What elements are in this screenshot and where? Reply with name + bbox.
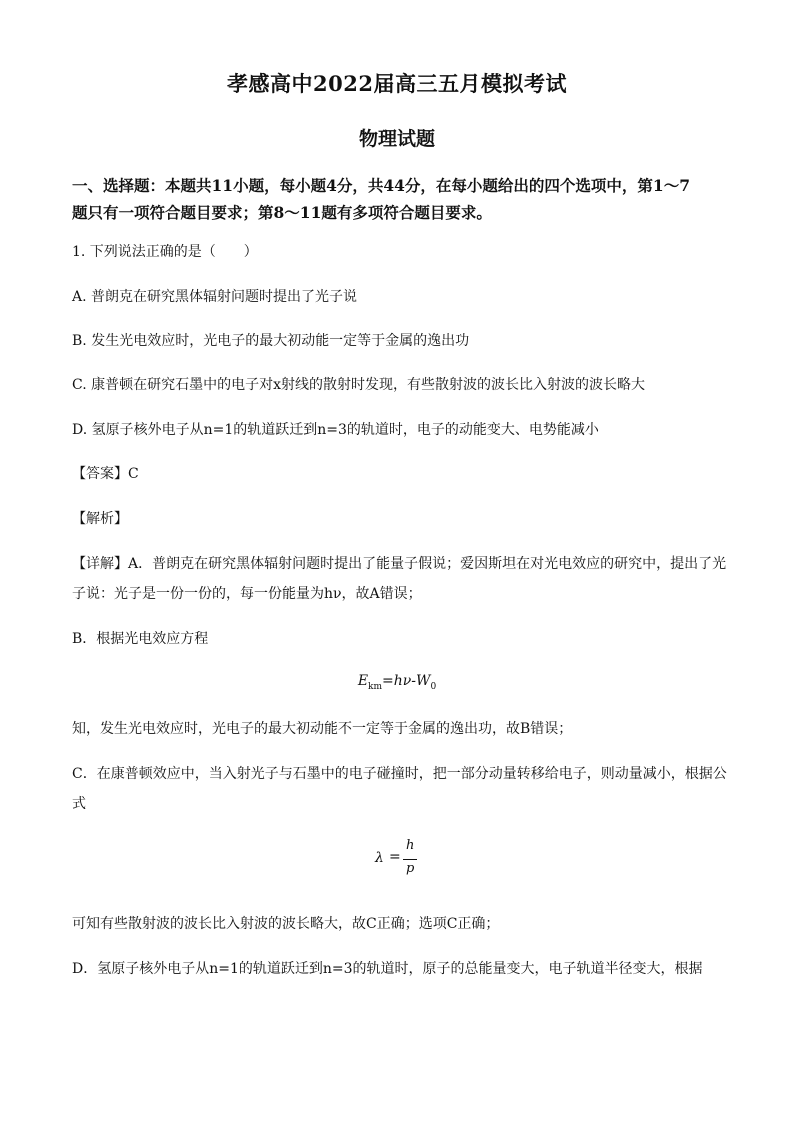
fraction-bar — [403, 859, 417, 860]
option-a: A. 普朗克在研究黑体辐射问题时提出了光子说 — [72, 289, 358, 305]
section-instructions-line1: 一、选择题：本题共11小题，每小题4分，共44分，在每小题给出的四个选项中，第1～7 — [72, 176, 690, 195]
formula-numerator: h — [406, 838, 415, 853]
option-c-explanation-line-2: 式 — [72, 796, 86, 812]
option-c-explanation-line-1: C．在康普顿效应中，当入射光子与石墨中的电子碰撞时，把一部分动量转移给电子，则动量减小，根据公 — [72, 766, 727, 782]
answer-line: 【答案】C — [72, 466, 139, 482]
formula-denominator: p — [406, 861, 415, 876]
option-b: B. 发生光电效应时，光电子的最大初动能一定等于金属的逸出功 — [72, 333, 470, 349]
option-b-conclusion: 知，发生光电效应时，光电子的最大初动能不一定等于金属的逸出功，故B错误； — [72, 721, 573, 737]
option-d: D. 氢原子核外电子从n=1的轨道跃迁到n=3的轨道时，电子的动能变大、电势能减小 — [72, 422, 599, 438]
formula-equals: = — [389, 849, 401, 865]
question-stem: 1. 下列说法正确的是（ ） — [72, 244, 258, 260]
exam-title: 孝感高中2022届高三五月模拟考试 — [227, 71, 567, 96]
option-c: C. 康普顿在研究石墨中的电子对x射线的散射时发现，有些散射波的波长比入射波的波长略大 — [72, 377, 646, 393]
option-d-explanation: D．氢原子核外电子从n=1的轨道跃迁到n=3的轨道时，原子的总能量变大，电子轨道半径变大，根据 — [72, 961, 703, 977]
formula-lambda: λ — [375, 850, 384, 866]
section-instructions-line2: 题只有一项符合题目要求；第8～11题有多项符合题目要求。 — [72, 203, 492, 222]
option-c-conclusion: 可知有些散射波的波长比入射波的波长略大，故C正确；选项C正确； — [72, 916, 500, 932]
option-b-explanation: B．根据光电效应方程 — [72, 631, 209, 647]
analysis-heading: 【解析】 — [72, 511, 128, 527]
detail-line-1: 【详解】A．普朗克在研究黑体辐射问题时提出了能量子假说；爱因斯坦在对光电效应的研究中，提出了光 — [72, 556, 727, 572]
exam-subtitle: 物理试题 — [358, 128, 435, 150]
detail-line-2: 子说：光子是一份一份的，每一份能量为hν，故A错误； — [72, 586, 422, 602]
wavelength-formula — [375, 838, 425, 884]
photoelectric-equation: $E_{km}=h\nu-W_0$ — [357, 673, 437, 692]
